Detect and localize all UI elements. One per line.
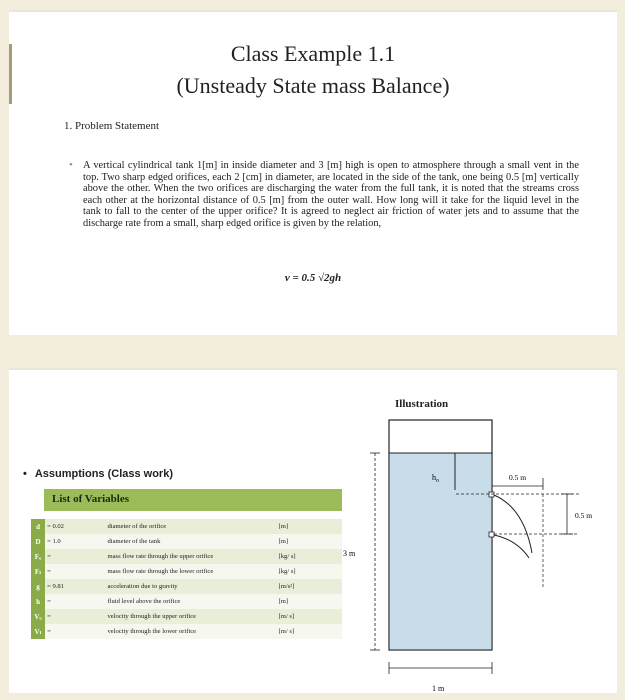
table-row [31,549,342,564]
variable-value: = 9.81 [45,579,105,594]
table-row [31,624,342,639]
variable-unit: [m/ s] [277,624,342,639]
table-row [31,519,342,534]
offset-right-label: 0.5 m [575,511,593,520]
slide-assumptions [9,368,617,693]
variable-value: = [45,594,105,609]
variable-value: = [45,549,105,564]
variable-unit: [m] [277,534,342,549]
variable-description: diameter of the tank [105,534,276,549]
variable-value: = [45,609,105,624]
offset-top-label: 0.5 m [509,473,527,482]
width-label: 1 m [432,684,445,693]
variable-unit: [m/ s] [277,609,342,624]
assumptions-heading-text: Assumptions (Class work) [34,468,173,480]
bullet-icon: • [23,468,27,480]
lower-jet-stream [494,535,529,558]
lower-orifice-icon [489,532,494,537]
variables-table [31,519,342,639]
variable-symbol: D [31,534,45,549]
formula-text: v = 0.5 √2gh [284,272,342,284]
problem-text: A vertical cylindrical tank 1[m] in inside diameter and 3 [m] high is open to atmosphere through a small vent in the top. Two sharp edged orifices, each 2 [cm] in diameter, are located in the side of the tank, one being 0.5 [m] vertically above the other. When the two orifices are discharging the water from the full tank, it is noted that the streams cross each other at the horizontal distance of 0.5 [m] from the outer wall. How long will it take for the liquid level in the tank to fall to the center of the upper orifice? It is agreed to neglect air friction of water jets and to assume that the discharge rate from a small, sharp edged orifice is given by the relation, [83,160,579,229]
variable-unit: [m] [277,519,342,534]
table-row [31,564,342,579]
variable-unit: [kg/ s] [277,564,342,579]
variable-description: mass flow rate through the upper orifice [105,549,276,564]
variable-description: velocity through the lower orifice [105,624,276,639]
variables-heading: List of Variables [44,489,342,511]
table-row [31,594,342,609]
table-row [31,579,342,594]
upper-orifice-icon [489,492,494,497]
slide-top-band [9,368,617,370]
section-heading: 1. Problem Statement [64,120,160,132]
variable-symbol: Fₗ [31,564,45,579]
variable-value: = [45,624,105,639]
height-label: 3 m [343,549,356,558]
tank-water [390,453,492,649]
variable-unit: [m/s²] [277,579,342,594]
variable-symbol: Fᵤ [31,549,45,564]
h-level-label: $h_o$ [432,473,439,484]
problem-text-block [69,160,579,230]
variable-description: fluid level above the orifice [105,594,276,609]
variable-description: velocity through the upper orifice [105,609,276,624]
slide-problem-statement [9,10,617,335]
upper-jet-stream [494,495,532,553]
variable-value: = 0.02 [45,519,105,534]
variable-symbol: Vᵤ [31,609,45,624]
table-row [31,534,342,549]
assumptions-heading [23,468,173,480]
variable-value: = [45,564,105,579]
formula [9,272,617,284]
bullet-icon: • [69,159,73,171]
variable-description: mass flow rate through the lower orifice [105,564,276,579]
table-row [31,609,342,624]
variable-symbol: Vₗ [31,624,45,639]
illustration-title: Illustration [395,398,449,410]
variable-symbol: d [31,519,45,534]
variable-description: diameter of the orifice [105,519,276,534]
slide-title: Class Example 1.1 [230,41,396,66]
variable-description: acceleration due to gravity [105,579,276,594]
variable-unit: [m] [277,594,342,609]
variable-unit: [kg/ s] [277,549,342,564]
variable-value: = 1.0 [45,534,105,549]
slide-subtitle: (Unsteady State mass Balance) [176,73,450,98]
tank-diagram [339,408,614,693]
variable-symbol: g [31,579,45,594]
slide-top-band [9,10,617,12]
variable-symbol: h [31,594,45,609]
